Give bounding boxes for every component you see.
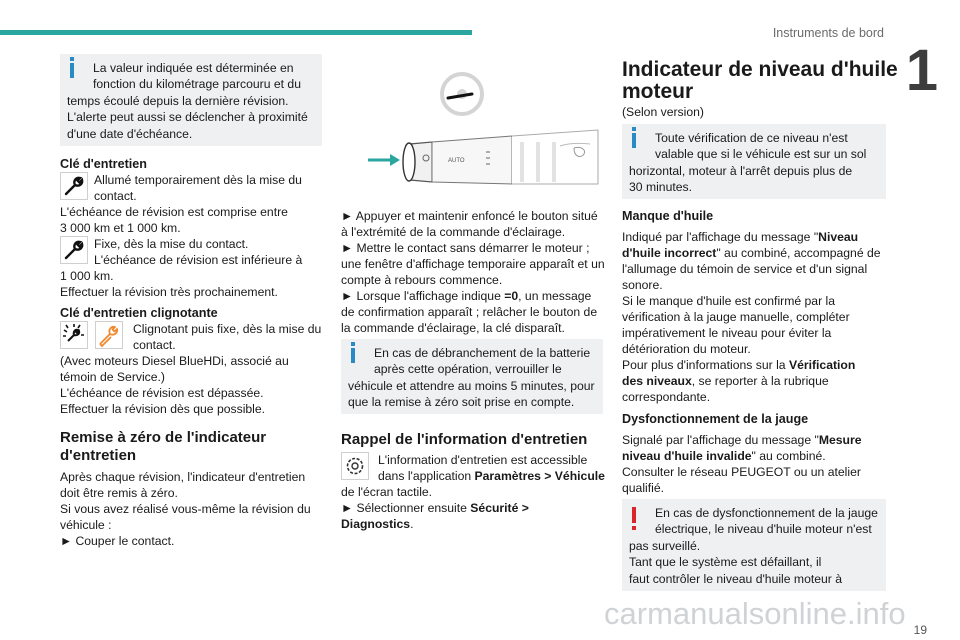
text-line: des niveaux, se reporter à la rubrique [622,374,829,388]
page-number: 19 [913,623,927,637]
wrench-icon [60,236,88,264]
text-line: Si le manque d'huile est confirmé par la [622,294,836,308]
text-line: témoin de Service.) [60,370,165,384]
note-text: faut contrôler le niveau d'huile moteur à [629,571,843,586]
note-text: valable que si le véhicule est sur un sol [655,147,867,162]
text-line: Si vous avez réalisé vous-même la révision du [60,502,311,516]
service-warning-icon [60,321,88,349]
text-line: ► Couper le contact. [60,534,175,548]
note-text: En cas de dysfonctionnement de la jauge [655,506,878,520]
text-line: 1 000 km. [60,269,114,283]
note-text: En cas de débranchement de la batterie [374,346,591,360]
note-text: pas surveillé. [629,538,701,553]
heading-rappel: Rappel de l'information d'entretien [341,431,588,448]
text-line: doit être remis à zéro. [60,486,178,500]
text-line: Clignotant puis fixe, dès la mise du [133,322,322,336]
text-line: 3 000 km et 1 000 km. [60,221,181,235]
text-line: Allumé temporairement dès la mise du [94,173,302,187]
text-line: véhicule : [60,518,112,532]
text-line: de l'écran tactile. [341,485,433,499]
text-line: impérativement le niveau pour éviter la [622,326,832,340]
text-line: qualifié. [622,481,665,495]
text-line: contact. [94,189,137,203]
text-line: compte à rebours commence. [341,273,503,287]
text-line: de confirmation apparaît ; relâcher le bouton de [341,305,598,319]
text-line: sonore. [622,278,663,292]
text-line: ► Appuyer et maintenir enfoncé le bouton situé [341,209,598,223]
note-text: après cette opération, verrouiller le [374,362,562,377]
text-line: la commande d'éclairage, la clé disparaît. [341,321,565,335]
heading-dysfonctionnement: Dysfonctionnement de la jauge [622,412,809,426]
note-text: 30 minutes. [629,180,693,195]
text-line: à l'extrémité de la commande d'éclairage. [341,225,566,239]
chapter-number: 1 [905,38,938,103]
text-line: L'information d'entretien est accessible [378,453,588,467]
note-text: L'alerte peut aussi se déclencher à proximité [67,110,308,125]
text-line: Signalé par l'affichage du message "Mesure [622,433,862,447]
wrench-icon [60,172,88,200]
info-note [341,339,603,414]
note-text: que la remise à zéro soit prise en compte. [348,395,575,410]
header-accent-bar [0,30,472,35]
info-note [622,124,886,199]
text-line: L'échéance de révision est dépassée. [60,386,264,400]
lighting-stalk-illustration [362,72,604,200]
heading-remise-zero-1: Remise à zéro de l'indicateur [60,429,267,446]
watermark: carmanualsonline.info [604,596,906,631]
note-text: La valeur indiquée est déterminée en [93,61,294,75]
text-line: vérification à la jauge manuelle, compléter [622,310,850,324]
info-icon [351,348,355,363]
text-line: ► Sélectionner ensuite Sécurité > [341,501,529,515]
text-line: une fenêtre d'affichage temporaire apparaît et un [341,257,605,271]
text-line: Fixe, dès la mise du contact. [94,237,249,251]
heading-oil-indicator-2: moteur [622,80,694,103]
heading-cle-entretien: Clé d'entretien [60,157,147,171]
warning-note [622,499,886,591]
auto-label: AUTO [448,158,465,164]
text-line: Effectuer la révision très prochainement. [60,285,278,299]
note-text: Tant que le système est défaillant, il [629,555,822,570]
info-icon [70,63,74,78]
text-line: Effectuer la révision dès que possible. [60,402,266,416]
text-line: Pour plus d'informations sur la Vérification [622,358,856,372]
text-line: ► Lorsque l'affichage indique =0, un message [341,289,592,303]
text-line: Consulter le réseau PEUGEOT ou un atelier [622,465,861,479]
heading-manque-huile: Manque d'huile [622,209,714,223]
note-text: d'une date d'échéance. [67,126,193,141]
heading-cle-clignotante: Clé d'entretien clignotante [60,306,218,320]
info-note [60,54,322,146]
text-line: dans l'application Paramètres > Véhicule [378,469,605,483]
text-line: L'échéance de révision est comprise entre [60,205,288,219]
note-text: fonction du kilométrage parcouru et du [93,77,301,92]
text-line: l'allumage du témoin de service et d'un signal [622,262,868,276]
text-line: détérioration du moteur. [622,342,751,356]
text-line: Diagnostics. [341,517,414,531]
text-line: d'huile incorrect" au combiné, accompagné de [622,246,881,260]
heading-oil-indicator-1: Indicateur de niveau d'huile [622,58,898,81]
text-line: contact. [133,338,176,352]
wrench-orange-icon [95,321,123,349]
text-line: (Selon version) [622,105,704,119]
heading-remise-zero-2: d'entretien [60,447,137,464]
text-line: ► Mettre le contact sans démarrer le moteur ; [341,241,590,255]
note-text: véhicule et attendre au moins 5 minutes, pour [348,378,595,393]
text-line: correspondante. [622,390,711,404]
section-title: Instruments de bord [772,26,884,40]
text-line: (Avec moteurs Diesel BlueHDi, associé au [60,354,289,368]
note-text: électrique, le niveau d'huile moteur n'est [655,522,872,537]
info-icon [632,133,636,148]
warning-exclamation-icon [632,507,636,523]
note-text: horizontal, moteur à l'arrêt depuis plus de [629,163,853,178]
note-text: Toute vérification de ce niveau n'est [655,131,848,145]
text-line: niveau d'huile invalide" au combiné. [622,449,826,463]
settings-gear-icon [341,452,369,480]
text-line: L'échéance de révision est inférieure à [94,253,303,267]
text-line: Indiqué par l'affichage du message "Niveau [622,230,859,244]
text-line: Après chaque révision, l'indicateur d'entretien [60,470,306,484]
note-text: temps écoulé depuis la dernière révision. [67,93,289,108]
